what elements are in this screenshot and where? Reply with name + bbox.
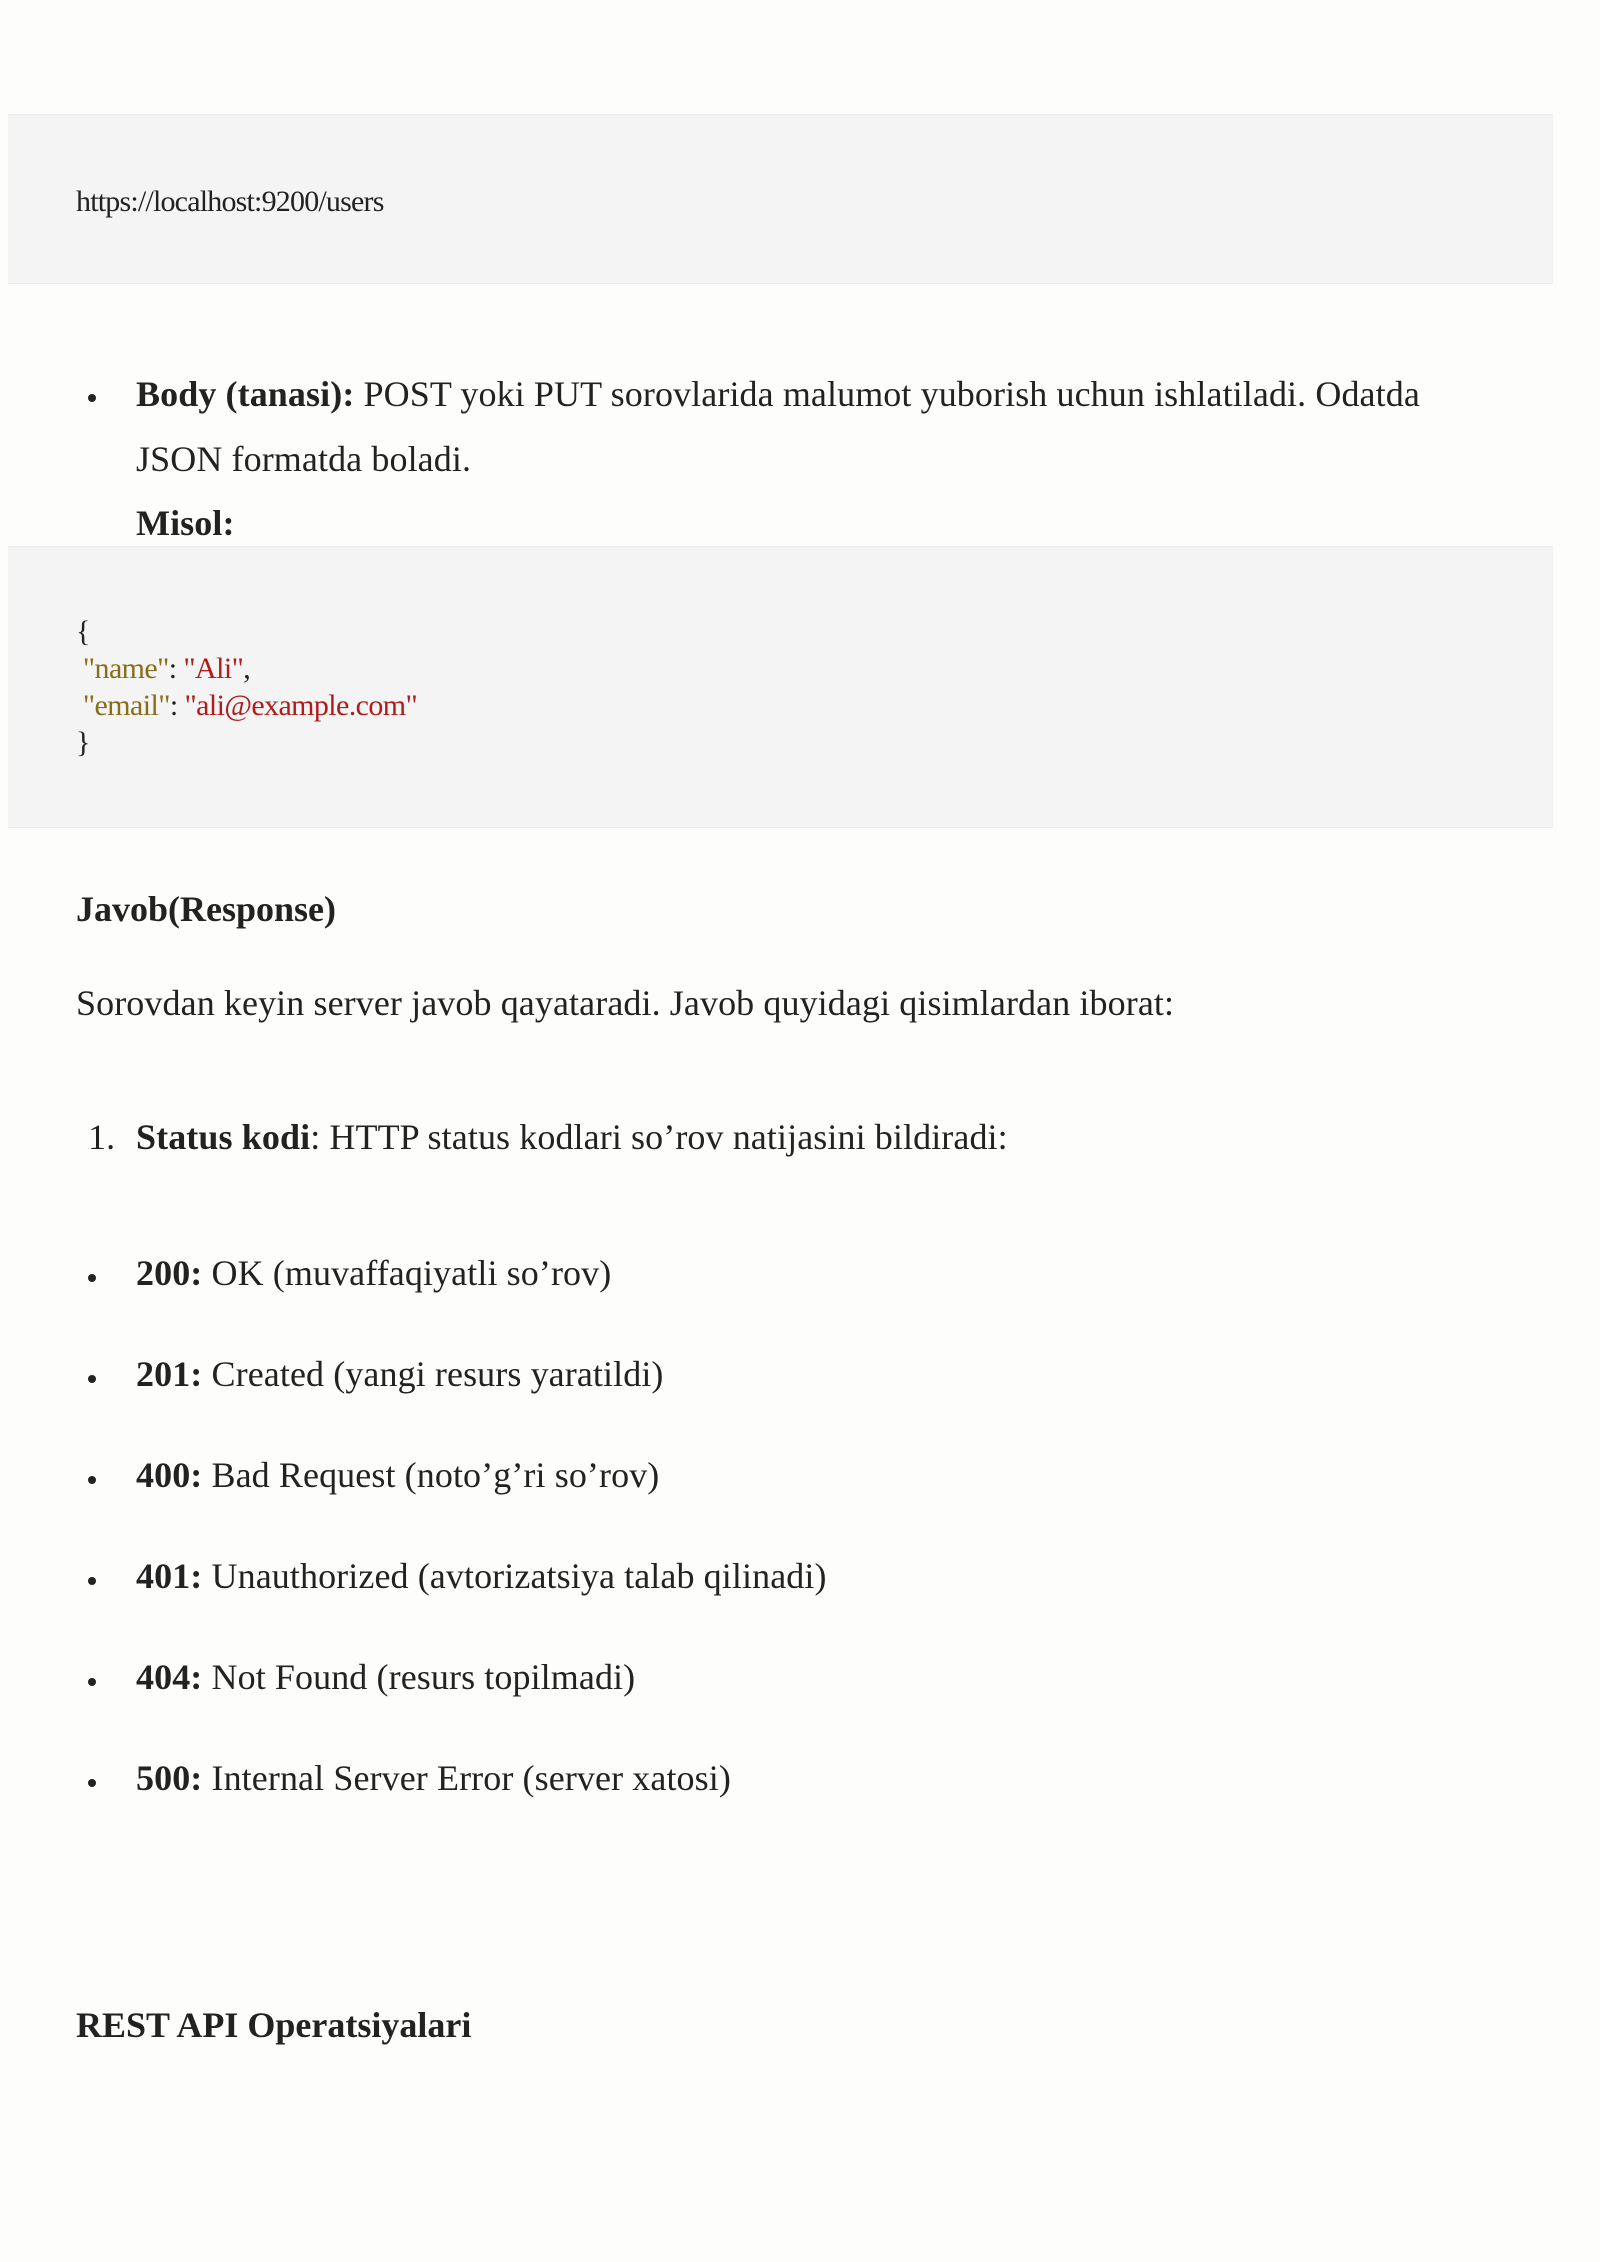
bullet-icon bbox=[88, 1779, 96, 1787]
status-text: Bad Request (noto’g’ri so’rov) bbox=[202, 1455, 660, 1495]
status-code: 404: bbox=[136, 1657, 203, 1697]
url-code-block bbox=[8, 114, 1553, 284]
status-item bbox=[136, 1454, 659, 1496]
bullet-icon bbox=[88, 1678, 96, 1686]
bullet-icon bbox=[88, 1476, 96, 1484]
status-text: Internal Server Error (server xatosi) bbox=[202, 1758, 731, 1798]
status-item bbox=[136, 1656, 635, 1698]
status-code: 500: bbox=[136, 1758, 203, 1798]
bullet-icon bbox=[88, 394, 96, 402]
status-code: 201: bbox=[136, 1354, 203, 1394]
body-item-term: Body (tanasi): bbox=[136, 374, 355, 414]
json-email-line: "email": "ali@example.com" bbox=[82, 689, 418, 722]
status-item bbox=[136, 1353, 664, 1395]
json-name-line: "name": "Ali", bbox=[82, 652, 251, 685]
example-label: Misol: bbox=[136, 503, 235, 543]
bullet-icon bbox=[88, 1577, 96, 1585]
json-name-value: "Ali" bbox=[183, 652, 244, 685]
json-email-value: "ali@example.com" bbox=[184, 689, 418, 722]
status-text: Not Found (resurs topilmadi) bbox=[202, 1657, 636, 1697]
numbered-item-term: Status kodi bbox=[136, 1117, 311, 1157]
json-lines bbox=[76, 613, 417, 761]
json-email-key: "email" bbox=[82, 689, 170, 722]
status-text: Unauthorized (avtorizatsiya talab qilinadi) bbox=[202, 1556, 827, 1596]
body-item-line2: JSON formatda boladi. bbox=[136, 439, 472, 479]
json-name-key: "name" bbox=[82, 652, 169, 685]
response-intro: Sorovdan keyin server javob qayataradi. Javob quyidagi qisimlardan iborat: bbox=[76, 983, 1175, 1023]
status-code: 401: bbox=[136, 1556, 203, 1596]
status-code: 400: bbox=[136, 1455, 203, 1495]
status-text: Created (yangi resurs yaratildi) bbox=[202, 1354, 664, 1394]
json-close-brace: } bbox=[76, 726, 90, 759]
status-code: 200: bbox=[136, 1253, 203, 1293]
numbered-item-text: : HTTP status kodlari so’rov natijasini bildiradi: bbox=[310, 1117, 1008, 1157]
url-text: https://localhost:9200/users bbox=[76, 185, 384, 218]
json-open-brace: { bbox=[76, 615, 90, 648]
numbered-item-status-code bbox=[136, 1116, 1008, 1158]
rest-api-heading: REST API Operatsiyalari bbox=[76, 2005, 472, 2045]
status-item bbox=[136, 1757, 731, 1799]
bullet-icon bbox=[88, 1375, 96, 1383]
status-item bbox=[136, 1555, 827, 1597]
bullet-icon bbox=[88, 1274, 96, 1282]
numbered-item-marker: 1. bbox=[88, 1117, 116, 1157]
response-heading: Javob(Response) bbox=[76, 889, 337, 929]
body-item-description-1: POST yoki PUT sorovlarida malumot yuborish uchun ishlatiladi. Odatda bbox=[363, 374, 1420, 414]
json-code-block bbox=[8, 546, 1553, 828]
status-item bbox=[136, 1252, 611, 1294]
body-item-line1 bbox=[136, 373, 1420, 415]
status-text: OK (muvaffaqiyatli so’rov) bbox=[202, 1253, 612, 1293]
